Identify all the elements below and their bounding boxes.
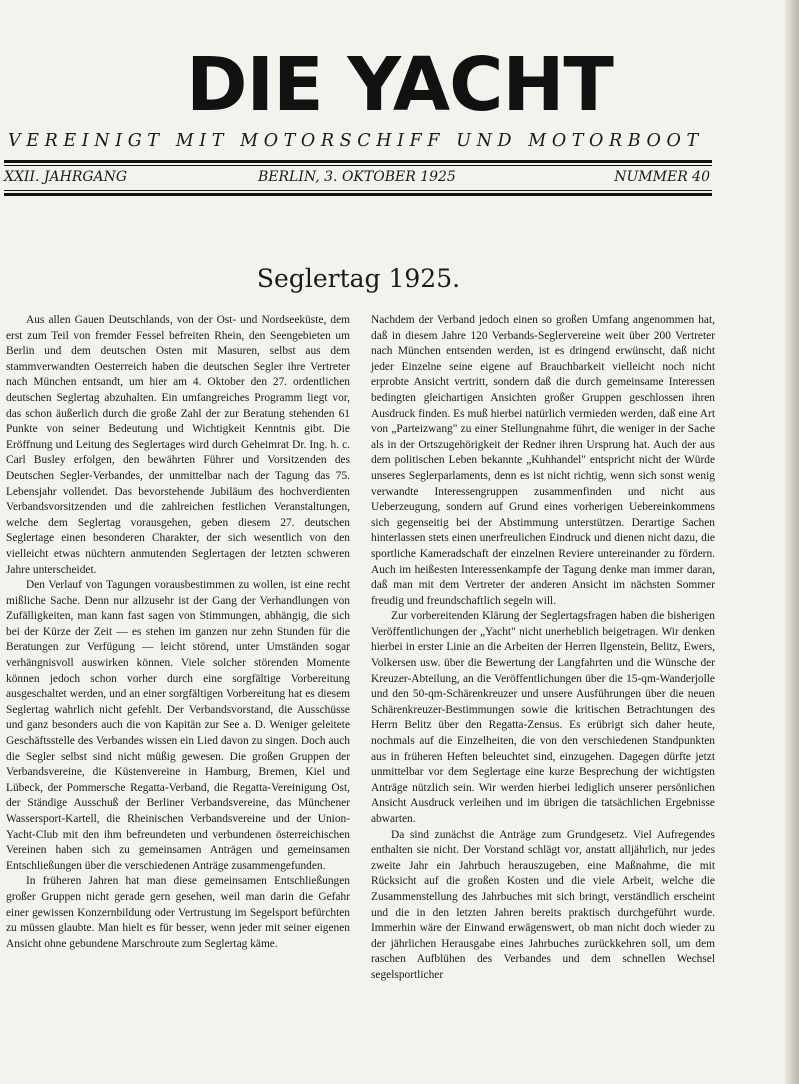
paragraph: Den Verlauf von Tagungen vorausbestimmen zu wollen, ist eine recht mißliche Sache. Denn nur allzusehr ist der Gang der Verhandlungen von Zufälligkeiten, man kann fast sagen von Stimmungen, abhängig, die sich bei der Kürze der Zeit — es stehen im ganzen nur zehn Stunden für die Beratungen zur Verfügung — leicht störend, unter Umständen sogar verhängnisvoll auswirken können. Viele solcher störenden Momente können jedoch schon vorher durch eine sorgfältige Vorbereitung ausgeschaltet werden, und an einer sorgfältigen Vorbereitung hat es diesem Seglertag wahrlich nicht gefehlt. Der Verbandsvorstand, die Ausschüsse und ganz besonders auch die von Kapitän zur See a. D. Weniger geleitete Geschäftsstelle des Verbandes wissen ein Lied davon zu singen. Doch auch die Segler selbst sind nicht müßig gewesen. Die großen Gruppen der Verbandsvereine, die Küstenvereine in Hamburg, Bremen, Kiel und Lübeck, der Pommersche Regatta-Verband, die Regatta-Vereinigung Ost, der Ständige Ausschuß der Berliner Verbandsvereine, das Münchener Wassersport-Kartell, die Rheinischen Verbandsvereine und der Union-Yacht-Club mit den ihm befreundeten und verbundenen österreichischen Vereinen haben sich zu gemeinsamen Anträgen und gemeinsamen Entschließungen über die verschiedenen Anträge zusammengefunden. [6,579,350,872]
rule-bottom [4,193,712,196]
place-date: BERLIN, 3. OKTOBER 1925 [258,169,456,185]
page-edge-shadow [785,0,799,1084]
volume-label: XXII. JAHRGANG [4,169,128,185]
paragraph: Da sind zunächst die Anträge zum Grundgesetz. Viel Aufregendes enthalten sie nicht. Der Vorstand schlägt vor, anstatt alljährlich, nur jedes zweite Jahr ein Jahrbuch herauszugeben, eine Maßnahme, die mit Rücksicht auf die großen Kosten und die viele Arbeit, welche die Zusammenstellung des Jahrbuches mit sich bringt, verständlich erscheint und die in den letzten Jahren bereits praktisch durchgeführt wurde. Immerhin wäre der Einwand erwägenswert, ob man nicht doch wieder zu der jährlichen Herausgabe eines Jahrbuches zurückkehren soll, um dem raschen Aufblühen des Verbandes und dem schnellen Wechsel segelsportlicher [371,828,715,981]
paragraph: Aus allen Gauen Deutschlands, von der Ost- und Nordseeküste, dem erst zum Teil von fremder Fessel befreiten Rhein, den Seengebieten um Berlin und dem deutschen Osten mit Masuren, selbst aus dem stammverwandten Oesterreich haben die deutschen Segler ihre Vertreter nach München entsandt, um hier am 4. Oktober den 27. ordentlichen deutschen Seglertag abzuhalten. Ein umfangreiches Programm liegt vor, das schon äußerlich durch die große Zahl der zur Beratung stehenden 61 Punkte von seiner Bedeutung und Wichtigkeit Kenntnis gibt. Die Eröffnung und Leitung des Seglertages wird durch Geheimrat Dr. Ing. h. c. Carl Busley erfolgen, den bewährten Führer und Vorsitzenden des Deutschen Segler-Verbandes, der unmittelbar nach der Tagung das 75. Lebensjahr vollendet. Das bevorstehende Jubiläum des hochverdienten Verbandsvorsitzenden und die zahlreichen festlichen Veranstaltungen, welche dem Seglertag vorausgehen, geben diesem 27. deutschen Seglertage einen besonderen Charakter, der sich wesentlich von den vielleicht etwas nüchtern anmutenden Seglertagen der letzten schweren Jahre unterscheidet. [6,314,350,576]
paragraph: Nachdem der Verband jedoch einen so großen Umfang angenommen hat, daß in diesem Jahre 120 Verbands-Seglervereine weit über 200 Vertreter nach München entsenden werden, ist es dringend erwünscht, daß nicht jeder Einzelne seine eigene auf Brauchbarkeit vielleicht noch nicht erprobte Ansicht vertritt, sondern daß die durch gemeinsame Interessen bedingten gleichartigen Ansichten großer Gruppen geschlossen ihren Ausdruck finden. Es muß hierbei natürlich vermieden werden, daß eine Art von „Parteizwang" zu einer Stellungnahme führt, die weniger in der Sache als in der Ortszugehörigkeit der Redner ihren Ursprung hat. Auch der aus dem politischen Leben bekannte „Kuhhandel" entspricht nicht der Würde unseres Seglerparlaments, denn es ist nicht richtig, wenn sich sonst wenig verwandte Interessengruppen zusammenfinden und nicht aus Ueberzeugung, sondern auf Grund eines vorherigen Uebereinkommens sich gegenseitig bei der Abstimmung unterstützen. Derartige Sachen hinterlassen stets einen unerfreulichen Eindruck und dienen nicht dazu, die sportliche Kameradschaft der einzelnen Reviere untereinander zu fördern. Auch im heißesten Interessenkampfe der Tagung denke man immer daran, daß man mit dem Vertreter der anderen Ansicht im nächsten Sommer freudig und freundschaftlich segeln will. [371,314,715,607]
article-column-right [371,313,715,984]
paragraph: In früheren Jahren hat man diese gemeinsamen Entschließungen großer Gruppen nicht gerade gern gesehen, weil man darin die Gefahr einer gewissen Konzernbildung oder Vertrustung im Segelsport befürchten zu müssen glaubte. Man hielt es für besser, wenn jeder mit seiner eigenen Ansicht ohne gebundene Marschroute zum Seglertag käme. [6,875,350,950]
article-column-left [6,313,350,952]
issue-info-line [4,169,712,189]
masthead-subtitle: VEREINIGT MIT MOTORSCHIFF UND MOTORBOOT [8,131,704,151]
rule-bottom-thin [4,190,712,191]
masthead-title: DIE YACHT [186,42,613,128]
rule-top-thin [4,165,712,166]
article-title: Seglertag 1925. [256,264,461,293]
rule-top [4,160,712,163]
issue-number: NUMMER 40 [614,169,710,185]
paragraph: Zur vorbereitenden Klärung der Seglertagsfragen haben die bisherigen Veröffentlichungen der „Yacht" nicht unerheblich beigetragen. Wir denken hierbei in erster Linie an die Arbeiten der Herren Ilgenstein, Belitz, Ewers, Volkersen usw. über die Bewertung der Langfahrten und die Wünsche der Kreuzer-Abteilung, an die Veröffentlichungen über die 15-qm-Wanderjolle und den 50-qm-Schärenkreuzer und unsere Ausführungen über die neuen Schärenkreuzer-Bestimmungen sowie die kritischen Betrachtungen des Herrn Belitz über den Regatta-Zensus. Es erübrigt sich daher heute, nochmals auf die Einzelheiten, die von den verschiedenen Standpunkten aus in früheren Heften beleuchtet sind, einzugehen. Dagegen dürfte jetzt unmittelbar vor dem Seglertage eine kurze Besprechung der wichtigsten Anträge nützlich sein. Wir werden hierbei lediglich unserer persönlichen Ansicht Ausdruck verleihen und im übrigen die tatsächlichen Ergebnisse abwarten. [371,610,715,825]
